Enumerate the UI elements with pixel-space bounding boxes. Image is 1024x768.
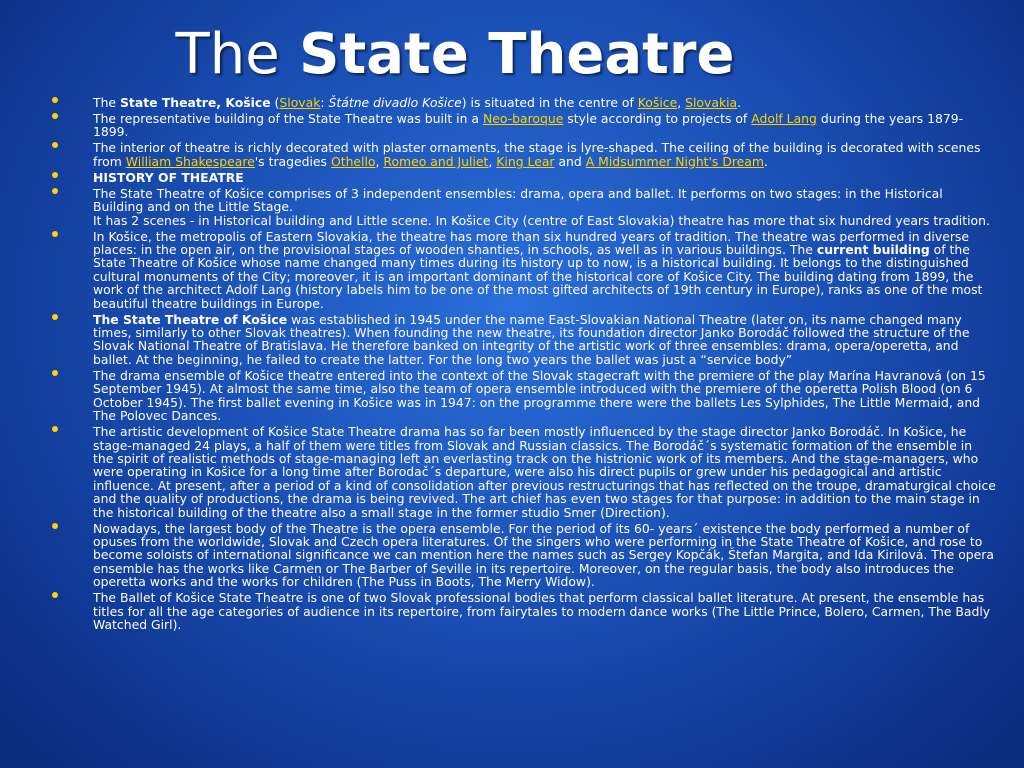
- link-king-lear[interactable]: King Lear: [496, 153, 555, 169]
- bullet-icon: [52, 592, 58, 598]
- text: (: [270, 95, 280, 110]
- italic-text: Štátne divadlo Košice: [328, 95, 462, 110]
- bold-text: current building: [816, 242, 930, 258]
- link-william-shakespeare[interactable]: William Shakespeare: [125, 153, 255, 169]
- text: 's tragedies: [254, 153, 331, 169]
- text: The State Theatre of Košice comprises of 3 independent ensembles: drama, opera and ballet. It performs on two stages: in the Historical Building and on the Little Stage.: [93, 185, 943, 215]
- bullet-icon: [52, 188, 58, 194]
- text: ,: [488, 153, 497, 169]
- bullet-list: [52, 96, 996, 634]
- bullet-icon: [52, 370, 58, 376]
- text: In Košice, the metropolis of Eastern Slovakia, the theatre has more than six hundred years of tradition. The theatre was performed in diverse places: in the open air, on the provisional stages of wooden shanties, in schools, as well as in various buildings. The: [93, 228, 969, 258]
- text: ) is situated in the centre of: [461, 95, 638, 110]
- link-neo-baroque[interactable]: Neo-baroque: [482, 111, 564, 126]
- bullet-icon: [52, 231, 58, 237]
- list-item-ballet: [52, 591, 996, 631]
- text: was established in 1945 under the name East-Slovakian National Theatre (later on, its name changed many times, similarly to other Slovak theatres). When founding the new theatre, its foundation director Janko Borodáč followed the structure of the Slovak National Theatre of Bratislava. He therefore banked on integrity of the artistic work of three ensembles: drama, opera/operetta, and ballet. At the beginning, he failed to create the latter. For the long two years the ballet was just a “service body”: [93, 311, 970, 367]
- list-item-location: [52, 96, 996, 109]
- title-prefix: The: [175, 22, 280, 87]
- list-item-building: [52, 112, 996, 139]
- text: and: [554, 153, 586, 169]
- bullet-icon: [52, 523, 58, 529]
- slide-title: [0, 22, 910, 88]
- bullet-icon: [52, 172, 58, 178]
- link-midsummer-nights-dream[interactable]: A Midsummer Night's Dream: [585, 153, 764, 169]
- bullet-icon: [52, 426, 58, 432]
- bold-text: The State Theatre of Košice: [93, 311, 288, 327]
- bullet-icon: [52, 97, 58, 103]
- link-othello[interactable]: Othello: [330, 153, 376, 169]
- link-adolf-lang[interactable]: Adolf Lang: [751, 111, 817, 126]
- text: The representative building of the State Theatre was built in a: [93, 111, 483, 126]
- text: The drama ensemble of Košice theatre entered into the context of the Slovak stagecraft with the premiere of the play Marína Havranová (on 15 September 1945). At almost the same time, also the team of opera ensemble introduced with the premiere of the operetta Polish Blood (on 6 October 1945). The first ballet evening in Košice was in 1947: on the programme there were the ballets Les Sylphides, The Little Mermaid, and The Polovec Dances.: [93, 367, 986, 424]
- link-romeo-and-juliet[interactable]: Romeo and Juliet: [383, 153, 489, 169]
- list-item-artistic-development: [52, 425, 996, 519]
- text: .: [737, 95, 742, 110]
- text: The Ballet of Košice State Theatre is one of two Slovak professional bodies that perform classical ballet literature. At present, the ensemble has titles for all the age categories of audience in its repertoire, from fairytales to modern dance works (The Little Prince, Bolero, Carmen, The Badly Watched Girl).: [93, 590, 991, 632]
- link-slovakia[interactable]: Slovakia: [685, 95, 738, 110]
- list-item-history-heading: [52, 171, 996, 184]
- list-item-founding: [52, 313, 996, 367]
- bold-text: State Theatre, Košice: [119, 95, 271, 110]
- text: The: [93, 95, 120, 110]
- title-main: State Theatre: [299, 22, 735, 87]
- list-item-opera-ensemble: [52, 522, 996, 589]
- text: :: [320, 95, 329, 110]
- text: ,: [677, 95, 686, 110]
- link-kosice[interactable]: Košice: [637, 95, 678, 110]
- bullet-icon: [52, 113, 58, 119]
- text: Nowadays, the largest body of the Theatre is the opera ensemble. For the period of its 60- years´ existence the body performed a number of opuses from the worldwide, Slovak and Czech opera literatures. Of the singers who were performing in the State Theatre of Košice, and rose to become soloists of international significance we can mention here the names such as Sergey Kopčák, Štefan Margita, and Ida Kirilová. The opera ensemble has the works like Carmen or The Barber of Seville in its repertoire. Moreover, on the regular basis, the body also introduces the operetta works and the works for children (The Puss in Boots, The Merry Widow).: [93, 520, 994, 590]
- list-item-ensembles: [52, 187, 996, 227]
- section-heading: HISTORY OF THEATRE: [93, 169, 244, 185]
- text: of the State Theatre of Košice whose name changed many times during its history up to now, is a historical building. It belongs to the distinguished cultural monuments of the City; moreover, it is an important dominant of the historical core of Košice City. The building dating from 1899, the work of the architect Adolf Lang (history labels him to be one of the most gifted architects of 19th century in Europe), ranks as one of the most beautiful theatre buildings in Europe.: [93, 242, 983, 311]
- text: The artistic development of Košice State Theatre drama has so far been mostly influenced by the stage director Janko Borodáč. In Košice, he stage-managed 24 plays, a half of them were titles from Slovak and Russian classics. The Borodáč´s systematic formation of the ensemble in the spirit of realistic methods of stage-managing left an everlasting track on the histrionic work of its members. And the stage-managers, who were operating in Košice for a long time after Borodač´s departure, were also his direct pupils or grew under his pedagogical and artistic influence. At present, after a period of a kind of consolidation after previous restructurings that has reflected on the troupe, dramaturgical choice and the quality of productions, the drama is being revived. The art chief has even two stages for that purpose: in addition to the main stage in the historical building of the theatre also a small stage in the former studio Smer (Direction).: [93, 424, 996, 520]
- text: The interior of theatre is richly decorated with plaster ornaments, the stage is lyre-shaped. The ceiling of the building is decorated with scenes from: [93, 140, 981, 169]
- text: style according to projects of: [563, 111, 752, 126]
- text: ,: [375, 153, 384, 169]
- bullet-icon: [52, 314, 58, 320]
- text: during the years 1879-1899.: [93, 111, 964, 140]
- link-slovak[interactable]: Slovak: [279, 95, 321, 110]
- bullet-icon: [52, 142, 58, 148]
- list-item-drama-premiere: [52, 369, 996, 423]
- list-item-tradition: [52, 230, 996, 310]
- list-item-interior: [52, 141, 996, 168]
- text: .: [763, 153, 768, 169]
- text: It has 2 scenes - in Historical building and Little scene. In Košice City (centre of East Slovakia) theatre has more that six hundred years tradition.: [93, 212, 990, 228]
